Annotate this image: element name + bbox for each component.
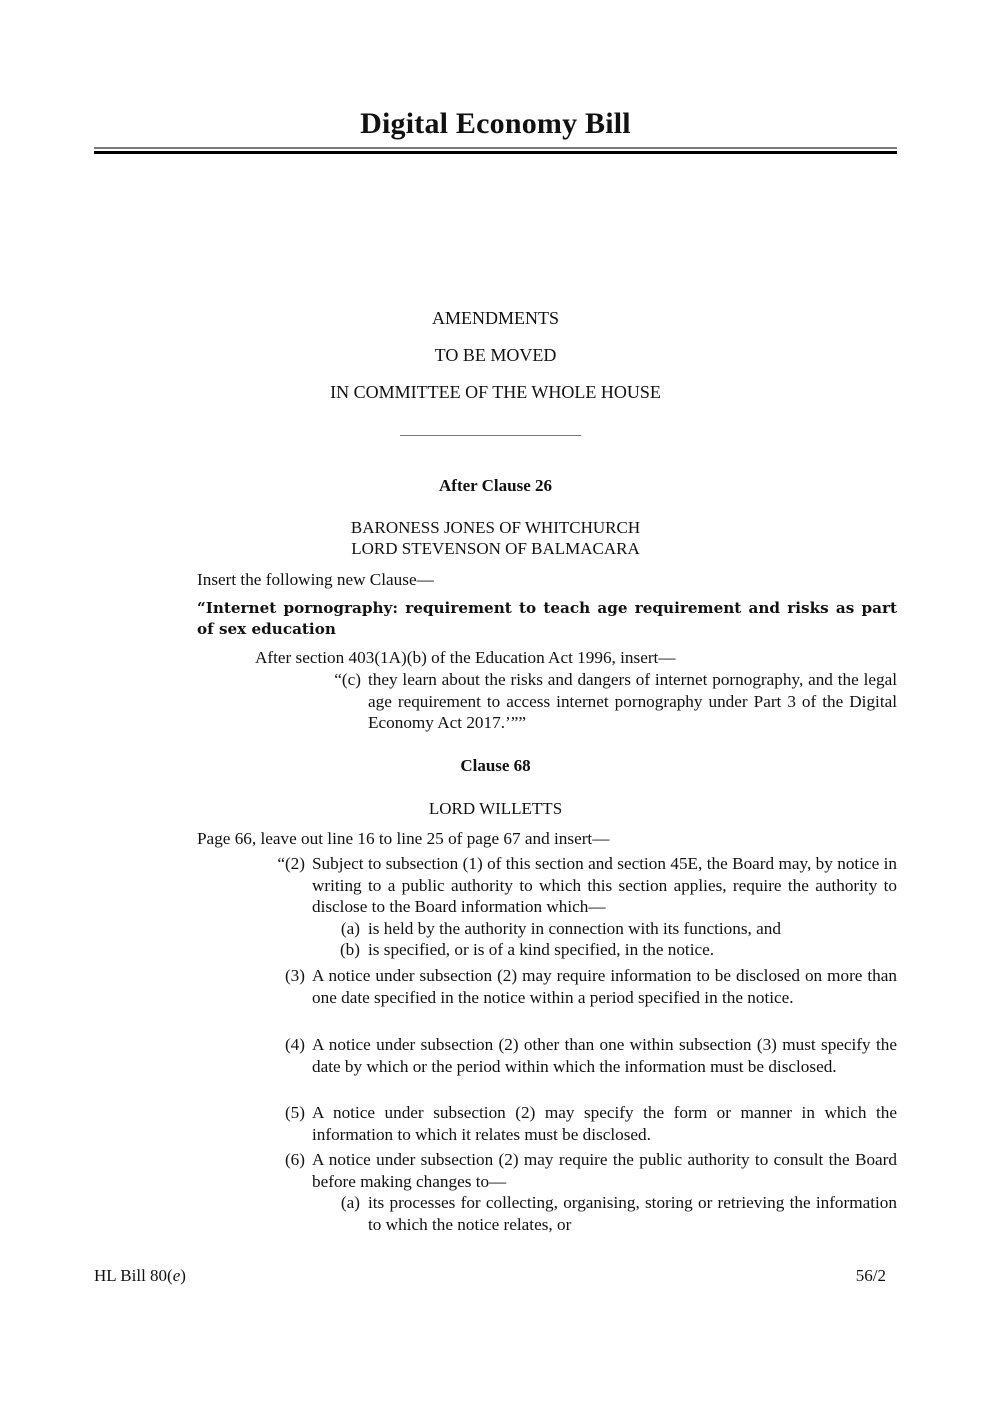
subsection-text: A notice under subsection (2) other than one within subsection (3) must specify the date by which or the period within which the information must be disclosed. (312, 1035, 897, 1076)
new-clause-title: “Internet pornography: requirement to teach age requirement and risks as part of sex education (197, 599, 897, 638)
mover-name: LORD WILLETTS (428, 799, 563, 818)
subsection-text: A notice under subsection (2) may specify the form or manner in which the information to which it relates must be disclosed. (312, 1103, 897, 1144)
section-divider (400, 435, 581, 436)
header-rule-thin (94, 147, 897, 149)
subsection-label: (3) (284, 966, 305, 985)
bill-reference-suffix: ) (180, 1266, 186, 1285)
item-text: they learn about the risks and dangers of internet pornography, and the legal age requirement to access internet pornography under Part 3 of the Digital Economy Act 2017.’”” (368, 670, 897, 732)
amendment-location-after-clause-26: After Clause 26 (439, 476, 552, 495)
subsection-label: (6) (284, 1150, 305, 1169)
heading-amendments: AMENDMENTS (431, 308, 559, 328)
bill-reference-print-letter: e (172, 1266, 181, 1285)
subsection-text: Subject to subsection (1) of this section and section 45E, the Board may, by notice in writing to a public authority to which this section applies, require the authority to disclose to the Board information which— (312, 854, 897, 916)
heading-committee: IN COMMITTEE OF THE WHOLE HOUSE (330, 382, 661, 402)
mover-name: LORD STEVENSON OF BALMACARA (351, 539, 640, 558)
subsection-label: “(2) (277, 854, 305, 873)
clause-body-intro: After section 403(1A)(b) of the Education Act 1996, insert— (255, 648, 676, 667)
header-rule-thick (94, 151, 897, 154)
amendment-instruction: Page 66, leave out line 16 to line 25 of page 67 and insert— (197, 829, 610, 848)
subsection-text: A notice under subsection (2) may require information to be disclosed on more than one date specified in the notice within a period specified in the notice. (312, 966, 897, 1007)
bill-title: Digital Economy Bill (360, 107, 631, 140)
paragraph-text: is held by the authority in connection with its functions, and (368, 919, 781, 938)
mover-name: BARONESS JONES OF WHITCHURCH (350, 518, 641, 537)
paragraph-label: (a) (340, 1193, 360, 1212)
heading-to-be-moved: TO BE MOVED (434, 345, 557, 365)
paragraph-text: is specified, or is of a kind specified, in the notice. (368, 940, 715, 959)
paragraph-label: (b) (339, 940, 360, 959)
amendment-location-clause-68: Clause 68 (460, 756, 531, 775)
page-reference: 56/2 (855, 1266, 886, 1285)
item-label: “(c) (334, 670, 361, 689)
bill-reference (94, 1265, 186, 1287)
amendment-instruction: Insert the following new Clause— (197, 570, 434, 589)
paragraph-text: its processes for collecting, organising, storing or retrieving the information to which the notice relates, or (368, 1193, 897, 1234)
subsection-label: (5) (284, 1103, 305, 1122)
subsection-text: A notice under subsection (2) may require the public authority to consult the Board before making changes to— (312, 1150, 897, 1191)
subsection-label: (4) (284, 1035, 305, 1054)
bill-reference-prefix: HL Bill 80( (94, 1266, 173, 1285)
paragraph-label: (a) (340, 919, 360, 938)
